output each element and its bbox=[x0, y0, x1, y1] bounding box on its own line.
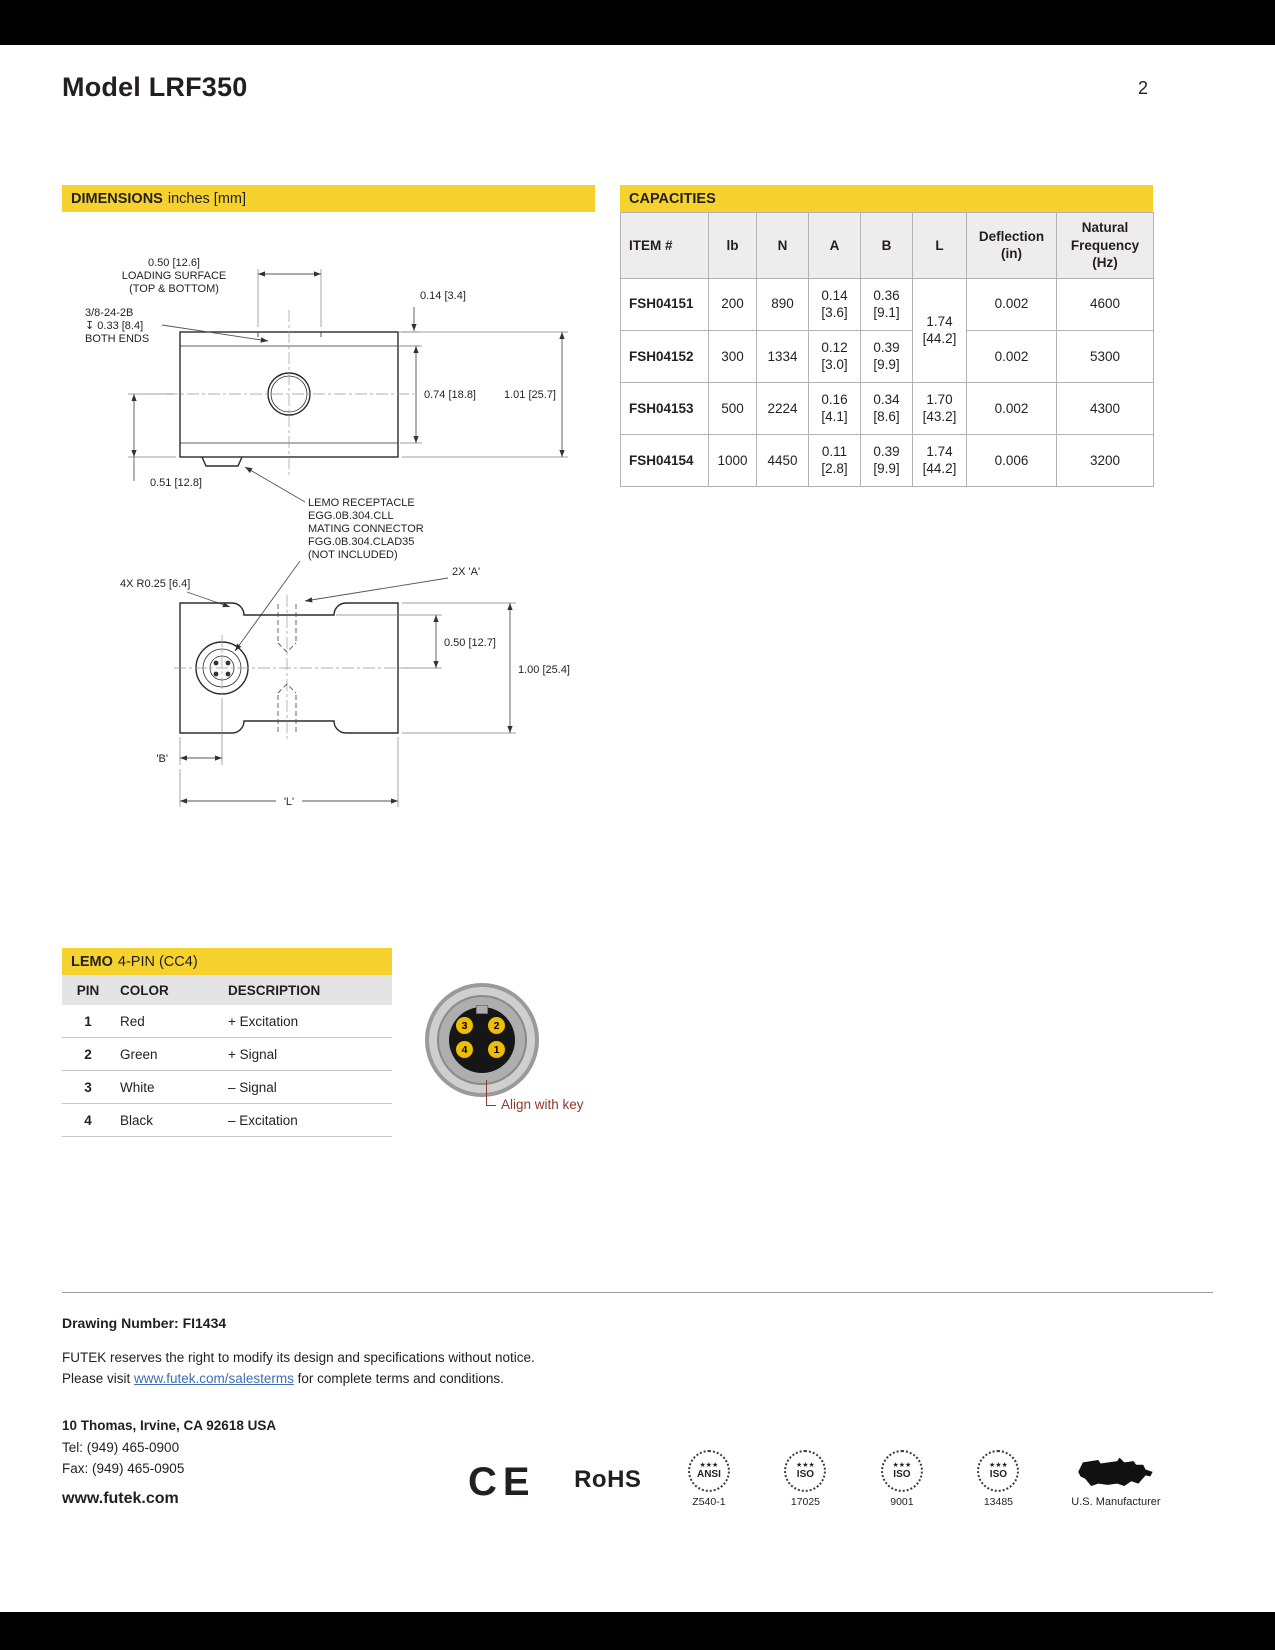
cell-l: 1.70 [43.2] bbox=[913, 382, 967, 434]
align-key-label: Align with key bbox=[501, 1097, 584, 1112]
cell-item: FSH04154 bbox=[621, 434, 709, 486]
top-black-bar bbox=[0, 0, 1275, 45]
lemo-connector-diagram bbox=[425, 983, 539, 1097]
cell-item: FSH04153 bbox=[621, 382, 709, 434]
lemo-subtitle: 4-PIN (CC4) bbox=[117, 953, 198, 970]
lemo-pin-table bbox=[62, 975, 392, 1137]
cell-item: FSH04151 bbox=[621, 278, 709, 330]
col-frequency: Natural Frequency (Hz) bbox=[1057, 213, 1154, 279]
star-icon: ★★★ bbox=[892, 1462, 912, 1469]
dim-label-050: 0.50 [12.7] bbox=[444, 637, 496, 649]
cell-a: 0.16 [4.1] bbox=[809, 382, 861, 434]
dim-label-101: 1.01 [25.7] bbox=[504, 389, 556, 401]
list-item bbox=[62, 1104, 392, 1137]
star-icon: ★★★ bbox=[699, 1462, 719, 1469]
lemo-note-5: (NOT INCLUDED) bbox=[308, 549, 398, 561]
dimensions-section-header bbox=[62, 185, 595, 212]
dim-label-014: 0.14 [3.4] bbox=[420, 290, 466, 302]
cell-b: 0.34 [8.6] bbox=[861, 382, 913, 434]
lemo-note-4: FGG.0B.304.CLAD35 bbox=[308, 536, 415, 548]
dim-label-l: 'L' bbox=[283, 796, 295, 808]
certification-logos bbox=[468, 1438, 1166, 1508]
cell-l: 1.74 [44.2] bbox=[913, 278, 967, 382]
cell-deflection: 0.002 bbox=[967, 382, 1057, 434]
drawing-number: Drawing Number: FI1434 bbox=[62, 1315, 227, 1331]
side-view bbox=[166, 310, 414, 477]
lemo-note bbox=[235, 467, 424, 651]
lemo-header-row bbox=[62, 975, 392, 1005]
dim-b-l bbox=[156, 702, 398, 808]
cell-n: 4450 bbox=[757, 434, 809, 486]
cell-lb: 1000 bbox=[709, 434, 757, 486]
radius-label: 4X R0.25 [6.4] bbox=[120, 578, 191, 590]
bottom-black-bar bbox=[0, 1612, 1275, 1650]
capacities-table bbox=[620, 212, 1154, 487]
front-view bbox=[174, 595, 407, 741]
cell-l: 1.74 [44.2] bbox=[913, 434, 967, 486]
thread-label-1: 3/8-24-2B bbox=[85, 307, 134, 319]
connector-pin-2: 2 bbox=[488, 1017, 505, 1034]
laurel-wreath-icon: ★★★ ISO bbox=[881, 1450, 923, 1492]
iso-9001-badge: ★★★ ISO 9001 bbox=[873, 1450, 931, 1508]
dim-label-load-1: 0.50 [12.6] bbox=[148, 257, 200, 269]
ansi-badge: ★★★ ANSI Z540-1 bbox=[680, 1450, 738, 1508]
salesterms-link[interactable]: www.futek.com/salesterms bbox=[134, 1371, 294, 1386]
dim-2xa bbox=[305, 566, 480, 601]
company-address: 10 Thomas, Irvine, CA 92618 USA bbox=[62, 1418, 277, 1433]
cell-pin: 1 bbox=[62, 1005, 114, 1038]
align-key-leader bbox=[486, 1080, 496, 1106]
cell-description: + Excitation bbox=[222, 1005, 392, 1038]
cell-color: Green bbox=[114, 1038, 222, 1071]
cell-color: Black bbox=[114, 1104, 222, 1137]
cell-color: White bbox=[114, 1071, 222, 1104]
connector-pin-1: 1 bbox=[488, 1041, 505, 1058]
col-description: DESCRIPTION bbox=[222, 975, 392, 1005]
cell-n: 890 bbox=[757, 278, 809, 330]
terms-pre: Please visit bbox=[62, 1371, 135, 1386]
cell-b: 0.39 [9.9] bbox=[861, 330, 913, 382]
cell-pin: 3 bbox=[62, 1071, 114, 1104]
star-icon: ★★★ bbox=[796, 1462, 815, 1469]
terms-post: for complete terms and conditions. bbox=[293, 1371, 504, 1386]
lemo-note-3: MATING CONNECTOR bbox=[308, 523, 424, 535]
laurel-wreath-icon: ★★★ ISO bbox=[784, 1450, 826, 1492]
laurel-wreath-icon: ★★★ ISO bbox=[977, 1450, 1019, 1492]
table-row bbox=[621, 330, 1154, 382]
list-item bbox=[62, 1005, 392, 1038]
dimensions-title: DIMENSIONS bbox=[71, 190, 163, 207]
cell-deflection: 0.002 bbox=[967, 278, 1057, 330]
dim-label-100: 1.00 [25.4] bbox=[518, 664, 570, 676]
company-fax: Fax: (949) 465-0905 bbox=[62, 1461, 185, 1476]
list-item bbox=[62, 1071, 392, 1104]
list-item bbox=[62, 1038, 392, 1071]
dim-heights bbox=[400, 332, 568, 457]
lemo-note-1: LEMO RECEPTACLE bbox=[308, 497, 415, 509]
cell-pin: 2 bbox=[62, 1038, 114, 1071]
lemo-note-2: EGG.0B.304.CLL bbox=[308, 510, 394, 522]
col-item: ITEM # bbox=[621, 213, 709, 279]
company-tel: Tel: (949) 465-0900 bbox=[62, 1440, 180, 1455]
col-a: A bbox=[809, 213, 861, 279]
table-row bbox=[621, 278, 1154, 330]
dim-label-051: 0.51 [12.8] bbox=[150, 477, 202, 489]
cell-lb: 500 bbox=[709, 382, 757, 434]
thread-label-3: BOTH ENDS bbox=[85, 333, 150, 345]
cell-n: 2224 bbox=[757, 382, 809, 434]
technical-drawing bbox=[62, 215, 595, 865]
laurel-wreath-icon: ★★★ ANSI bbox=[688, 1450, 730, 1492]
cell-deflection: 0.002 bbox=[967, 330, 1057, 382]
cell-lb: 200 bbox=[709, 278, 757, 330]
dim-label-load-3: (TOP & BOTTOM) bbox=[129, 283, 219, 295]
capacities-title: CAPACITIES bbox=[629, 190, 716, 207]
cell-frequency: 5300 bbox=[1057, 330, 1154, 382]
connector-pin-4: 4 bbox=[456, 1041, 473, 1058]
connector-pin-3: 3 bbox=[456, 1017, 473, 1034]
cell-pin: 4 bbox=[62, 1104, 114, 1137]
ce-mark-icon: CE bbox=[468, 1460, 536, 1504]
cell-b: 0.39 [9.9] bbox=[861, 434, 913, 486]
dim-label-load-2: LOADING SURFACE bbox=[121, 270, 227, 282]
cell-frequency: 3200 bbox=[1057, 434, 1154, 486]
cell-description: + Signal bbox=[222, 1038, 392, 1071]
connector-face bbox=[449, 1007, 515, 1073]
dim-051 bbox=[128, 394, 202, 489]
thread-callout bbox=[85, 307, 268, 345]
rohs-icon: RoHS bbox=[574, 1466, 642, 1493]
cell-description: – Excitation bbox=[222, 1104, 392, 1137]
terms-line-2 bbox=[62, 1371, 504, 1386]
col-lb: lb bbox=[709, 213, 757, 279]
cell-n: 1334 bbox=[757, 330, 809, 382]
lemo-title: LEMO bbox=[71, 953, 113, 970]
iso-17025-badge: ★★★ ISO 17025 bbox=[776, 1450, 834, 1508]
dim-plate-thickness bbox=[398, 290, 466, 346]
dim-loading-surface bbox=[122, 257, 321, 327]
cell-a: 0.12 [3.0] bbox=[809, 330, 861, 382]
cell-a: 0.11 [2.8] bbox=[809, 434, 861, 486]
us-manufacturer-badge: U.S. Manufacturer bbox=[1066, 1453, 1166, 1508]
capacities-header-row bbox=[621, 213, 1154, 279]
dim-label-b: 'B' bbox=[156, 753, 168, 765]
dim-label-2xa: 2X 'A' bbox=[452, 566, 481, 578]
col-b: B bbox=[861, 213, 913, 279]
page-number: 2 bbox=[1138, 78, 1149, 98]
cell-item: FSH04152 bbox=[621, 330, 709, 382]
terms-line-1: FUTEK reserves the right to modify its design and specifications without notice. bbox=[62, 1350, 535, 1365]
cell-deflection: 0.006 bbox=[967, 434, 1057, 486]
star-icon: ★★★ bbox=[989, 1462, 1008, 1469]
table-row bbox=[621, 434, 1154, 486]
cell-b: 0.36 [9.1] bbox=[861, 278, 913, 330]
lemo-section-header bbox=[62, 948, 392, 975]
capacities-section-header bbox=[620, 185, 1153, 212]
cell-description: – Signal bbox=[222, 1071, 392, 1104]
dimensions-units: inches [mm] bbox=[167, 190, 247, 207]
col-l: L bbox=[913, 213, 967, 279]
connector-key-notch bbox=[476, 1005, 488, 1014]
thread-label-2: ↧ 0.33 [8.4] bbox=[85, 320, 144, 332]
cell-lb: 300 bbox=[709, 330, 757, 382]
usa-map-icon bbox=[1077, 1453, 1155, 1493]
col-deflection: Deflection (in) bbox=[967, 213, 1057, 279]
cell-a: 0.14 [3.6] bbox=[809, 278, 861, 330]
cell-color: Red bbox=[114, 1005, 222, 1038]
cell-frequency: 4600 bbox=[1057, 278, 1154, 330]
dim-label-074: 0.74 [18.8] bbox=[424, 389, 476, 401]
cell-frequency: 4300 bbox=[1057, 382, 1154, 434]
footer-divider bbox=[62, 1292, 1213, 1293]
iso-13485-badge: ★★★ ISO 13485 bbox=[969, 1450, 1027, 1508]
table-row bbox=[621, 382, 1154, 434]
page-title: Model LRF350 bbox=[62, 72, 248, 102]
col-n: N bbox=[757, 213, 809, 279]
company-website: www.futek.com bbox=[62, 1490, 179, 1507]
col-pin: PIN bbox=[62, 975, 114, 1005]
col-color: COLOR bbox=[114, 975, 222, 1005]
